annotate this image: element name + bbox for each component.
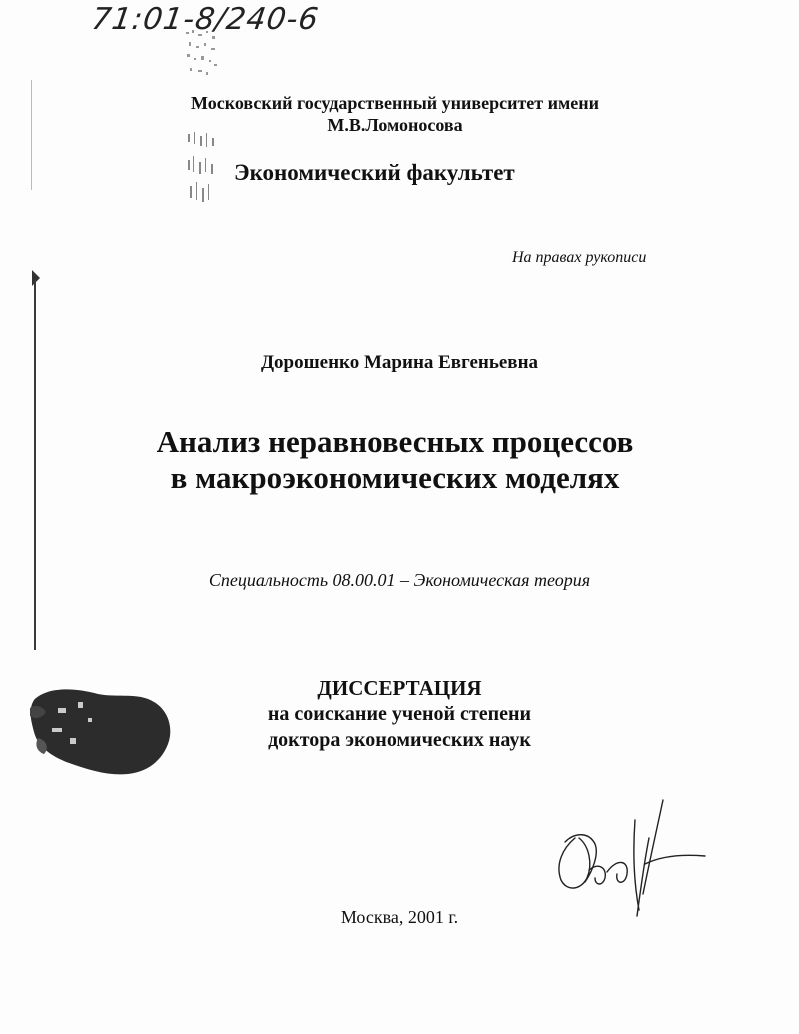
stamp-noise-bottom bbox=[184, 130, 220, 210]
degree-line-2: доктора экономических наук bbox=[268, 729, 531, 751]
scan-margin-line-top bbox=[31, 80, 32, 190]
scan-ink-stain bbox=[28, 678, 178, 778]
specialty: Специальность 08.00.01 – Экономическая теория bbox=[208, 570, 591, 590]
city-year: Москва, 2001 г. bbox=[340, 907, 459, 927]
degree-line-1: на соискание ученой степени bbox=[267, 703, 532, 725]
dissertation-heading: ДИССЕРТАЦИЯ bbox=[317, 676, 482, 700]
university-name bbox=[100, 92, 690, 136]
university-line-1: Московский государственный университет имени bbox=[191, 93, 599, 113]
title-line-1: Анализ неравновесных процессов bbox=[156, 424, 634, 459]
faculty-name: Экономический факультет bbox=[234, 160, 515, 185]
title-line-2: в макроэкономических моделях bbox=[170, 460, 620, 495]
university-line-2: М.В.Ломоносова bbox=[327, 115, 463, 135]
dissertation-title bbox=[0, 424, 790, 496]
archive-code: 71:01-8/240-6 bbox=[89, 2, 322, 37]
manuscript-note: На правах рукописи bbox=[512, 249, 647, 266]
author-name: Дорошенко Марина Евгеньевна bbox=[260, 352, 539, 373]
